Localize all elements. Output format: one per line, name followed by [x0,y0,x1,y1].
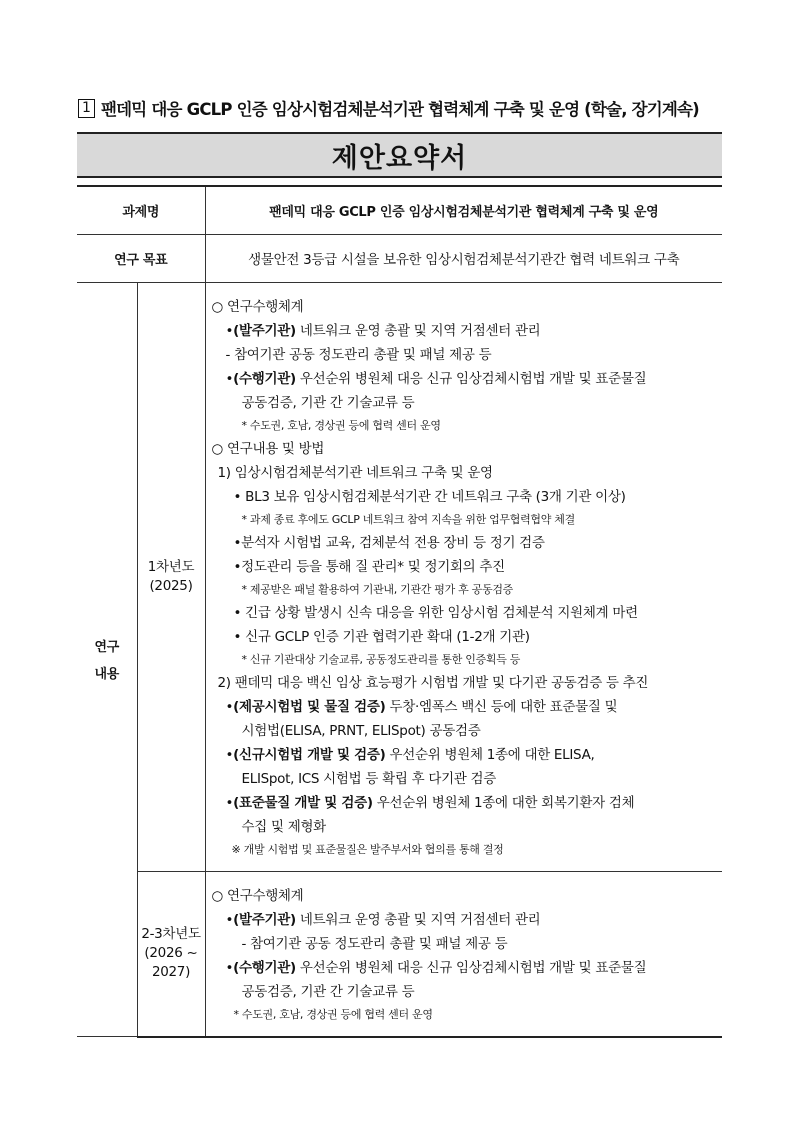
year1-line: 공동검증, 기관 간 기술교류 등 [241,394,415,411]
year1-line: ELISpot, ICS 시험법 등 확립 후 다기관 검증 [241,770,497,787]
task-name-row [77,186,722,234]
year1-content [205,282,722,871]
year2-line: - 참여기관 공동 정도관리 총괄 및 패널 제공 등 [241,935,508,952]
year1-line: • 신규 GCLP 인증 기관 협력기관 확대 (1-2개 기관) [233,628,530,645]
year2-note: * 수도권, 호남, 경상권 등에 협력 센터 운영 [233,1007,433,1021]
task-name-value: 팬데믹 대응 GCLP 인증 임상시험검체분석기관 협력체계 구축 및 운영 [205,186,722,234]
year1-line: •(발주기관) 네트워크 운영 총괄 및 지역 거점센터 관리 [225,322,541,339]
research-content-label-line1: 연구 [94,640,120,656]
research-goal-value: 생물안전 3등급 시설을 보유한 임상시험검체분석기관간 협력 네트워크 구축 [205,234,722,282]
year1-label-line1: 1차년도 [147,558,195,575]
year2-line: •(수행기관) 우선순위 병원체 대응 신규 임상검체시험법 개발 및 표준물질 [225,959,647,976]
year1-row [77,282,722,871]
proposal-summary-table [77,185,722,1038]
year2-label-line1: 2-3차년도 [141,926,201,942]
year1-note: * 신규 기관대상 기술교류, 공동정도관리를 통한 인증획득 등 [241,652,521,666]
year1-line: - 참여기관 공동 정도관리 총괄 및 패널 제공 등 [225,346,492,363]
section-header [78,96,728,120]
year1-note: ※ 개발 시험법 및 표준물질은 발주부서와 협의를 통해 결정 [231,842,504,856]
year1-line: •분석자 시험법 교육, 검체분석 전용 장비 등 정기 검증 [233,534,545,551]
year2-label-line2: (2026 ~ [144,945,198,961]
year1-line: •(표준물질 개발 및 검증) 우선순위 병원체 1종에 대한 회복기환자 검체 [225,794,635,811]
research-goal-row [77,234,722,282]
year2-line: ○ 연구수행체계 [211,887,304,904]
year2-label [137,871,205,1037]
year1-line: • 긴급 상황 발생시 신속 대응을 위한 임상시험 검체분석 지원체계 마련 [233,604,638,621]
year2-row [77,871,722,1037]
research-content-label-line2: 내용 [94,667,120,683]
research-goal-label: 연구 목표 [77,234,205,282]
research-content-label [77,282,137,1037]
year1-line: •정도관리 등을 통해 질 관리* 및 정기회의 추진 [233,558,505,575]
year1-label-line2: (2025) [149,577,193,594]
document-title: 제안요약서 [331,142,468,174]
year1-label [137,282,205,871]
year1-line: •(수행기관) 우선순위 병원체 대응 신규 임상검체시험법 개발 및 표준물질 [225,370,647,387]
year2-line: •(발주기관) 네트워크 운영 총괄 및 지역 거점센터 관리 [225,911,541,928]
year1-line: 시험법(ELISA, PRNT, ELISpot) 공동검증 [241,722,481,739]
year1-note: * 수도권, 호남, 경상권 등에 협력 센터 운영 [241,418,441,432]
section-header-text: 팬데믹 대응 GCLP 인증 임상시험검체분석기관 협력체계 구축 및 운영 (학술, 장기계속) [101,100,699,119]
year2-label-line3: 2027) [151,964,191,980]
document-title-bar [77,132,722,178]
year1-line: ○ 연구내용 및 방법 [211,440,325,457]
year2-line: 공동검증, 기관 간 기술교류 등 [241,983,415,1000]
task-name-label: 과제명 [77,186,205,234]
year1-line: •(제공시험법 및 물질 검증) 두창·엠폭스 백신 등에 대한 표준물질 및 [225,698,618,715]
year1-line: •(신규시험법 개발 및 검증) 우선순위 병원체 1종에 대한 ELISA, [225,746,595,763]
year1-line: 2) 팬데믹 대응 백신 임상 효능평가 시험법 개발 및 다기관 공동검증 등 추진 [217,674,649,691]
year1-note: * 제공받은 패널 활용하여 기관내, 기관간 평가 후 공동검증 [241,582,513,596]
year2-content [205,871,722,1037]
section-number-box: 1 [78,99,95,118]
year1-note: * 과제 종료 후에도 GCLP 네트워크 참여 지속을 위한 업무협력협약 체결 [241,512,575,526]
year1-line: 1) 임상시험검체분석기관 네트워크 구축 및 운영 [217,464,493,481]
year1-line: • BL3 보유 임상시험검체분석기관 간 네트워크 구축 (3개 기관 이상) [233,488,626,505]
year1-line: ○ 연구수행체계 [211,298,304,315]
year1-line: 수집 및 제형화 [241,818,326,835]
